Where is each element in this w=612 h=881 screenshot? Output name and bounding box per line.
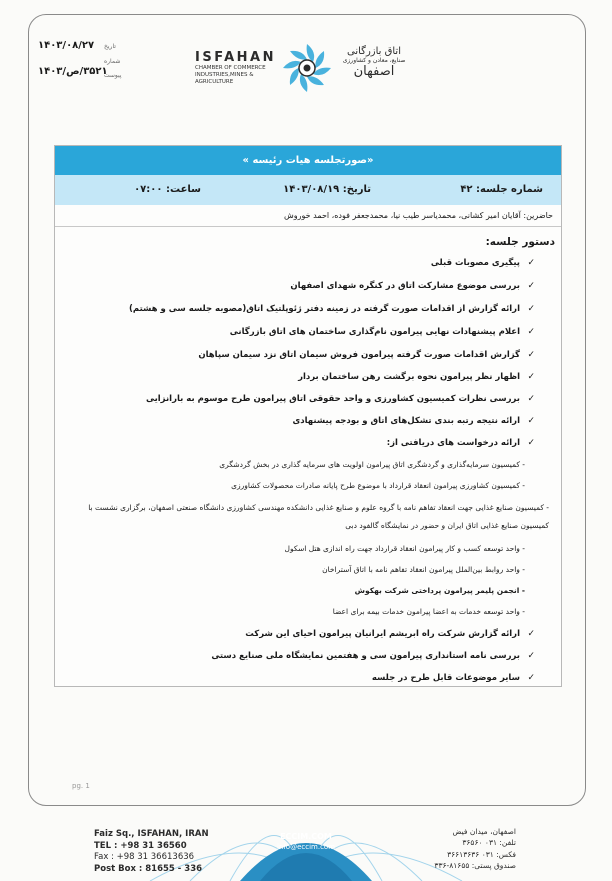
check-icon: ✓ [527, 438, 535, 448]
list-item: ✓ارائه نتیجه رتبه بندی تشکل‌های اتاق و بودجه پیشنهادی [292, 416, 535, 426]
website-link[interactable]: ECCIM.COM [280, 832, 332, 841]
check-icon: ✓ [527, 258, 535, 268]
list-item: ✓ارائه گزارش از اقدامات صورت گرفته در زمینه دفتر ژئوپلتیک اتاق(مصوبه جلسه سی و هشتم) [129, 304, 535, 314]
letter-meta [38, 40, 138, 79]
list-item: ✓ارائه گزارش شرکت راه ابریشم ایرانیان پیرامون احیای این شرکت [245, 629, 535, 639]
attachment-label: پیوست [104, 72, 122, 79]
minutes-title: «صورتجلسه هیات رئیسه » [55, 146, 561, 175]
number-value: ۳۵۲۱/ص/۱۴۰۳ [38, 66, 108, 77]
sub-item: - کمیسیون سرمایه‌گذاری و گردشگری اتاق پیرامون اولویت های سرمایه گذاری در بخش گردشگری [219, 460, 525, 469]
meeting-date: تاریخ: ۱۴۰۳/۰۸/۱۹ [283, 184, 371, 195]
logo-fa-line3: اصفهان [353, 64, 395, 79]
sub-item: - کمیسیون کشاورزی پیرامون انعقاد قرارداد با موضوع طرح پایانه صادرات محصولات کشاورزی [231, 481, 525, 490]
logo-persian [334, 46, 414, 79]
footer-address-fa: اصفهان، میدان فیض تلفن: ۰۳۱ ۳۶۵۶۰ فکس: ۰۳۱ ۳۶۶۱۳۶۳۶ صندوق پستی: ۸۱۶۵۵-۳۳۶ [434, 827, 516, 870]
logo-fa-line2: صنایع، معادن و کشاورزی [342, 57, 406, 64]
check-icon: ✓ [527, 281, 535, 291]
check-icon: ✓ [527, 651, 535, 661]
list-item: ✓بررسی موضوع مشارکت اتاق در کنگره شهدای اصفهان [290, 281, 535, 291]
sub-item: - واحد روابط بین‌الملل پیرامون انعقاد تفاهم نامه با اتاق آستراخان [322, 565, 525, 574]
list-item: ✓بررسی نامه استانداری پیرامون سی و هفتمین نمایشگاه ملی صنایع دستی [211, 651, 535, 661]
number-label: شماره [104, 58, 121, 65]
list-item: ✓سایر موضوعات قابل طرح در جلسه [371, 673, 535, 683]
logo-en-line2: CHAMBER OF COMMERCE [195, 65, 266, 71]
meeting-time: ساعت: ۰۷:۰۰ [134, 184, 201, 195]
check-icon: ✓ [527, 394, 535, 404]
footer-address-en: Faiz Sq., ISFAHAN, IRAN TEL : +98 31 36560 Fax : +98 31 36613636 Post Box : 81655 - 336 [94, 829, 209, 874]
footer-web [271, 832, 341, 852]
check-icon: ✓ [527, 673, 535, 683]
meeting-info-row [55, 175, 561, 205]
email-link[interactable]: info@eccim.com [276, 843, 336, 851]
check-icon: ✓ [527, 350, 535, 360]
minutes-box [54, 145, 562, 687]
sub-item: - واحد توسعه خدمات به اعضا پیرامون خدمات بیمه برای اعضا [332, 607, 525, 616]
list-item: ✓اعلام پیشنهادات نهایی پیرامون نام‌گذاری ساختمان های اتاق بازرگانی [229, 327, 535, 337]
sub-item: - انجمن پلیمر پیرامون پرداختی شرکت بهکوش [354, 586, 525, 595]
date-label: تاریخ [104, 43, 116, 50]
attendees: حاضرین: آقایان امیر کشانی، محمدیاسر طیب نیا، محمدجعفر فوده، احمد خوروش [55, 205, 561, 227]
check-icon: ✓ [527, 372, 535, 382]
page-label: pg. 1 [72, 782, 90, 790]
logo-english [195, 50, 277, 86]
logo-fa-line1: اتاق بازرگانی [347, 46, 401, 57]
logo-en-line3: INDUSTRIES,MINES & AGRICULTURE [195, 72, 254, 85]
sub-item: - واحد توسعه کسب و کار پیرامون انعقاد قرارداد جهت راه اندازی هتل اسکول [284, 544, 525, 553]
agenda-title: دستور جلسه: [485, 236, 555, 248]
logo-en-main: ISFAHAN [195, 50, 276, 65]
date-value: ۱۴۰۳/۰۸/۲۷ [38, 40, 95, 51]
meeting-number: شماره جلسه: ۴۲ [460, 184, 543, 195]
sub-item: - کمیسیون صنایع غذایی جهت انعقاد تفاهم نامه با گروه علوم و صنایع غذایی دانشکده مهندسی کشاورزی دانشگاه صنعتی اصفهان، برگزاری نشست با کمیسیون صنایع غذایی اتاق ایران و حضور در نمایشگاه گالفود دبی [88, 503, 549, 530]
check-icon: ✓ [527, 416, 535, 426]
check-icon: ✓ [527, 304, 535, 314]
chamber-logo-icon [281, 42, 333, 94]
check-icon: ✓ [527, 327, 535, 337]
check-icon: ✓ [527, 629, 535, 639]
list-item: ✓ارائه درخواست های دریافتی از: [386, 438, 535, 448]
list-item: ✓بررسی نظرات کمیسیون کشاورزی و واحد حقوقی اتاق پیرامون طرح موسوم به بارانزایی [145, 394, 535, 404]
list-item: ✓پیگیری مصوبات قبلی [430, 258, 535, 268]
list-item: ✓اظهار نظر پیرامون نحوه برگشت رهن ساختمان بردار [298, 372, 535, 382]
list-item: ✓گزارش اقدامات صورت گرفته پیرامون فروش سیمان اتاق نزد سیمان سپاهان [198, 350, 535, 360]
